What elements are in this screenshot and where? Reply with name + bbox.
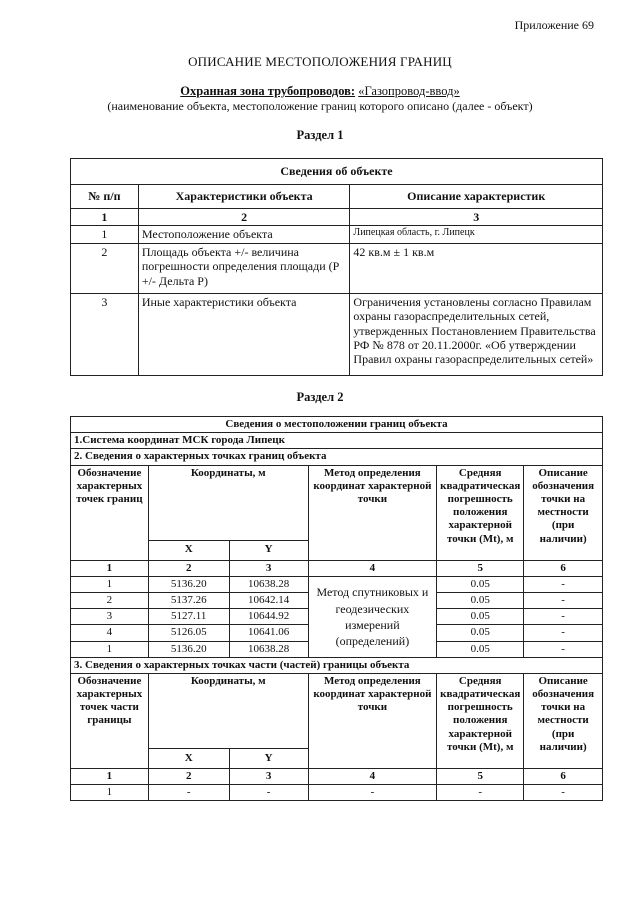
point-x: 5127.11 [148, 609, 229, 625]
point-accuracy: 0.05 [437, 625, 524, 641]
object-line [0, 84, 640, 99]
row-number: 3 [71, 293, 139, 375]
col-header-accuracy: Средняя квадратическая погрешность положения характерной точки (Mt), м [437, 465, 524, 560]
index-cell: 1 [71, 768, 149, 784]
col-header-method: Метод определения координат характерной точки [308, 673, 436, 768]
table-row [71, 243, 603, 293]
point-description: - [524, 785, 603, 801]
table-row [71, 226, 603, 243]
section1-title: Раздел 1 [296, 128, 344, 142]
point-description: - [524, 609, 603, 625]
section2-title: Раздел 2 [296, 390, 344, 404]
point-number: 3 [71, 609, 149, 625]
index-cell: 2 [148, 768, 229, 784]
col-header-method: Метод определения координат характерной точки [308, 465, 436, 560]
point-description: - [524, 641, 603, 657]
index-cell: 1 [71, 209, 139, 226]
point-x: 5137.26 [148, 592, 229, 608]
col-header-coordinates: Координаты, м [148, 673, 308, 748]
point-accuracy: - [437, 785, 524, 801]
col-header-x: X [148, 540, 229, 560]
document-title: ОПИСАНИЕ МЕСТОПОЛОЖЕНИЯ ГРАНИЦ [188, 54, 452, 69]
row-description: Липецкая область, г. Липецк [350, 226, 603, 243]
point-description: - [524, 625, 603, 641]
row-characteristic: Местоположение объекта [138, 226, 350, 243]
point-number: 1 [71, 641, 149, 657]
part2-title-row: 2. Сведения о характерных точках границ объекта [71, 449, 603, 465]
col-header-point-description: Описание обозначения точки на местности (при наличии) [524, 465, 603, 560]
point-number: 4 [71, 625, 149, 641]
index-cell: 3 [229, 560, 308, 576]
part3-title-row: 3. Сведения о характерных точках части (частей) границы объекта [71, 657, 603, 673]
index-cell: 4 [308, 768, 436, 784]
col-header-point-description: Описание обозначения точки на местности (при наличии) [524, 673, 603, 768]
point-y: 10642.14 [229, 592, 308, 608]
method-cell: Метод спутниковых и геодезических измерений (определений) [308, 576, 436, 657]
point-description: - [524, 592, 603, 608]
index-cell: 2 [138, 209, 350, 226]
col-header-x: X [148, 748, 229, 768]
appendix-label: Приложение 69 [514, 18, 594, 32]
col-header-number: № п/п [71, 185, 139, 209]
point-description: - [524, 576, 603, 592]
point-accuracy: 0.05 [437, 609, 524, 625]
table-row [71, 576, 603, 592]
index-cell: 2 [148, 560, 229, 576]
col-header-point: Обозначение характерных точек границ [71, 465, 149, 560]
col-header-y: Y [229, 748, 308, 768]
object-name: «Газопровод-ввод» [358, 84, 460, 98]
row-number: 2 [71, 243, 139, 293]
col-header-accuracy: Средняя квадратическая погрешность положения характерной точки (Mt), м [437, 673, 524, 768]
point-method: - [308, 785, 436, 801]
point-y: 10641.06 [229, 625, 308, 641]
row-characteristic: Площадь объекта +/- величина погрешности определения площади (Р +/- Дельта Р) [138, 243, 350, 293]
point-y: 10638.28 [229, 576, 308, 592]
point-number: 2 [71, 592, 149, 608]
coordinate-system-row: 1.Система координат МСК города Липецк [71, 433, 603, 449]
table-row [71, 785, 603, 801]
table-row [71, 293, 603, 375]
index-cell: 3 [229, 768, 308, 784]
object-info-table-title: Сведения об объекте [71, 159, 603, 185]
point-y: 10644.92 [229, 609, 308, 625]
boundary-location-table [70, 416, 603, 801]
point-x: 5136.20 [148, 576, 229, 592]
point-x: 5136.20 [148, 641, 229, 657]
col-header-characteristic: Характеристики объекта [138, 185, 350, 209]
object-info-table [70, 158, 603, 376]
boundary-table-title: Сведения о местоположении границ объекта [71, 417, 603, 433]
index-cell: 4 [308, 560, 436, 576]
row-number: 1 [71, 226, 139, 243]
row-description: Ограничения установлены согласно Правилам охраны газораспределительных сетей, утвержденных Постановлением Правительства РФ № 878 от 20.11.2000г. «Об утверждении Правил охраны газораспределительных сетей» [350, 293, 603, 375]
row-description: 42 кв.м ± 1 кв.м [350, 243, 603, 293]
point-x: - [148, 785, 229, 801]
point-number: 1 [71, 576, 149, 592]
point-x: 5126.05 [148, 625, 229, 641]
point-y: 10638.28 [229, 641, 308, 657]
object-type-label: Охранная зона трубопроводов: [180, 84, 356, 98]
col-header-point: Обозначение характерных точек части границы [71, 673, 149, 768]
point-y: - [229, 785, 308, 801]
col-header-y: Y [229, 540, 308, 560]
row-characteristic: Иные характеристики объекта [138, 293, 350, 375]
index-cell: 6 [524, 560, 603, 576]
index-cell: 5 [437, 768, 524, 784]
point-accuracy: 0.05 [437, 576, 524, 592]
index-cell: 1 [71, 560, 149, 576]
col-header-description: Описание характеристик [350, 185, 603, 209]
point-number: 1 [71, 785, 149, 801]
point-accuracy: 0.05 [437, 592, 524, 608]
index-cell: 3 [350, 209, 603, 226]
point-accuracy: 0.05 [437, 641, 524, 657]
object-caption: (наименование объекта, местоположение границ которого описано (далее - объект) [107, 99, 533, 113]
index-cell: 6 [524, 768, 603, 784]
col-header-coordinates: Координаты, м [148, 465, 308, 540]
index-cell: 5 [437, 560, 524, 576]
